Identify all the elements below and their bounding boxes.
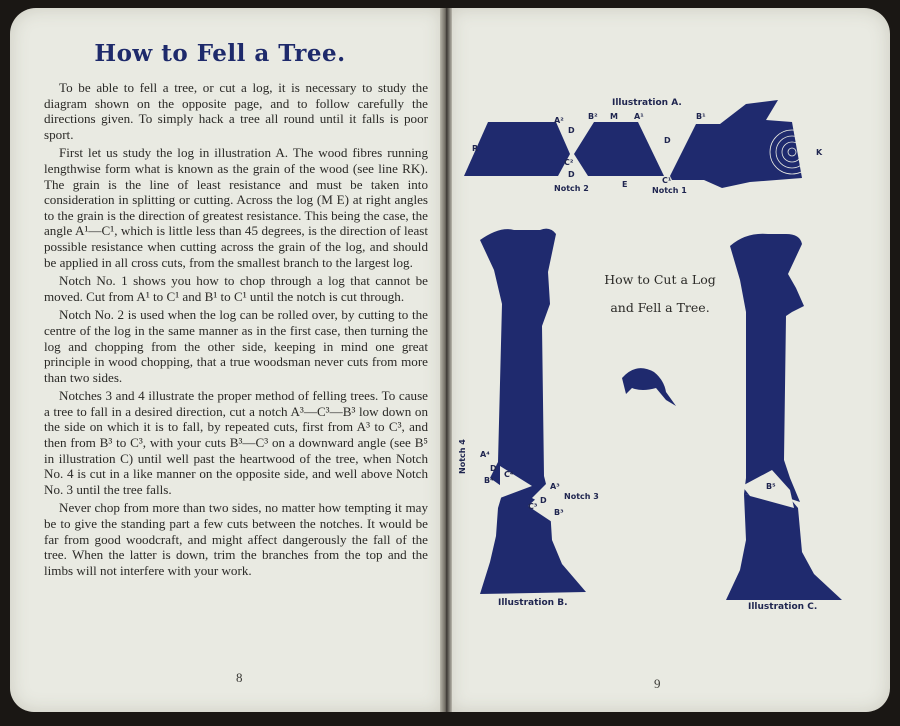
label-b1: B¹ [696, 112, 706, 121]
log-segment-left [464, 122, 570, 176]
label-a2: A² [554, 116, 564, 125]
label-a1: A¹ [634, 112, 644, 121]
label-c1: C¹ [662, 176, 672, 185]
center-title-line1: How to Cut a Log [604, 272, 716, 287]
paragraph: Notch No. 2 is used when the log can be rolled over, by cutting to the centre of the log in the same manner as in the first case, then turning the log and chopping from the other side, keeping in mind one great principle in wood chopping, that a true woodsman never cuts from more than two sides. [44, 307, 428, 385]
label-c4: C⁴ [504, 470, 514, 479]
paragraph: Never chop from more than two sides, no matter how tempting it may be to give the standing part a few cuts between the notches. It would be far from good woodcraft, and might affect dangerously the fall of the tree. When the latter is down, trim the branches from the top and the limbs will not interfere with your work. [44, 500, 428, 578]
label-notch2: Notch 2 [554, 184, 589, 193]
label-r: R [472, 144, 479, 153]
label-d-bottom: D [568, 170, 575, 179]
label-b5: B⁵ [766, 482, 776, 491]
tree-stump-c [726, 494, 842, 600]
log-segment-right [670, 100, 802, 188]
label-d-right: D [664, 136, 671, 145]
page-number-left: 8 [236, 670, 243, 685]
label-m: M [610, 112, 618, 121]
label-c3: C³ [528, 502, 538, 511]
label-c2: C² [564, 158, 574, 167]
page-number-right: 9 [654, 676, 661, 691]
tree-trunk-b [480, 229, 586, 594]
label-a3: A³ [550, 482, 560, 491]
paragraph: To be able to fell a tree, or cut a log, it is necessary to study the diagram shown on the opposite page, and to follow carefully the directions given. To simply hack a tree all round until it falls is poor sport. [44, 80, 428, 142]
animal-icon [622, 368, 676, 406]
label-notch1: Notch 1 [652, 186, 687, 195]
label-notch4: Notch 4 [458, 439, 467, 474]
label-b3: B³ [554, 508, 564, 517]
label-b2: B² [588, 112, 598, 121]
label-a4: A⁴ [480, 450, 490, 459]
page-title: How to Fell a Tree. [94, 40, 346, 67]
center-title-line2: and Fell a Tree. [610, 300, 710, 315]
label-d4: D [490, 464, 497, 473]
caption-illustration-c: Illustration C. [748, 602, 818, 612]
log-segment-middle [574, 122, 664, 176]
paragraph: Notch No. 1 shows you how to chop through a log that cannot be moved. Cut from A¹ to C¹ and B¹ to C¹ until the notch is cut through. [44, 273, 428, 304]
paragraph: Notches 3 and 4 illustrate the proper method of felling trees. To cause a tree to fall in a desired direction, cut a notch A³—C³—B³ low down on the side on which it is to fall, by repeated cuts, first from A³ to C³, and then from B³ to C³, with your cuts B³—C³ on a downward angle (see B⁵ in illustration C) until well past the heartwood of the tree, when Notch No. 4 is cut in a like manner on the opposite side, and well above Notch No. 3 until the tree falls. [44, 388, 428, 497]
label-k: K [816, 148, 823, 157]
label-d3: D [540, 496, 547, 505]
illustrations [450, 8, 890, 712]
caption-illustration-b: Illustration B. [498, 598, 568, 608]
caption-illustration-a: Illustration A. [612, 98, 682, 108]
label-e: E [622, 180, 628, 189]
label-b4: B⁴ [484, 476, 494, 485]
label-d-left: D [568, 126, 575, 135]
label-notch3: Notch 3 [564, 492, 599, 501]
body-text [44, 80, 428, 581]
paragraph: First let us study the log in illustration A. The wood fibres running lengthwise form what is known as the grain of the wood (see line RK). The grain is the line of least resistance and must be taken into consideration in splitting or cutting. Across the log (M E) at right angles to the grain is the direction of greatest resistance. This being the case, the angle A¹—C¹, which is little less than 45 degrees, is the direction of least possible resistance when cutting across the grain of the log, and should be applied in all cross cuts, from the smallest branch to the largest log. [44, 145, 428, 270]
